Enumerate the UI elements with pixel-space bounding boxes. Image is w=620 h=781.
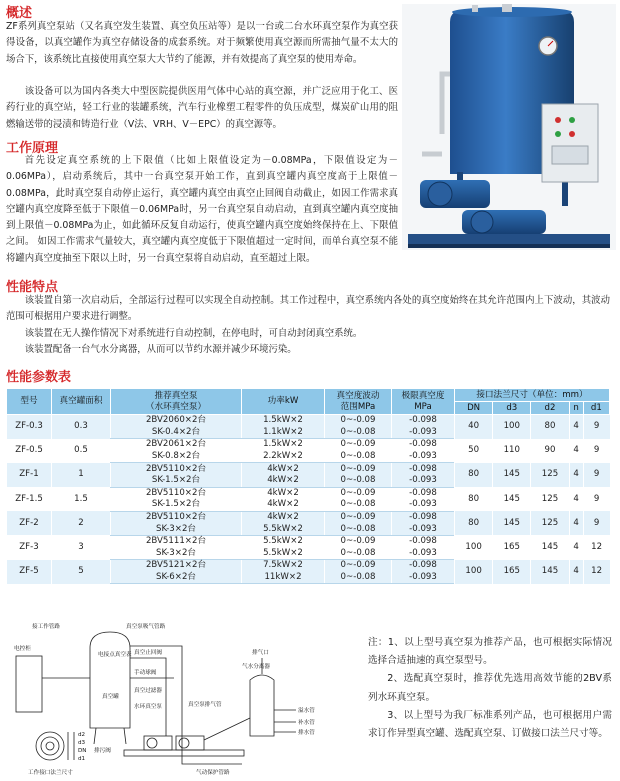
- cell-d1: 9: [583, 415, 609, 439]
- cell-limit: -0.098: [392, 439, 455, 451]
- cell-tank-area: 3: [52, 535, 111, 559]
- cell-pump: 2BV2060×2台: [111, 415, 242, 427]
- cell-pump: 2BV5110×2台: [111, 511, 242, 523]
- params-heading: 性能参数表: [6, 370, 72, 385]
- cell-model: ZF-1.5: [7, 487, 52, 511]
- cell-model: ZF-0.3: [7, 415, 52, 439]
- cell-power: 5.5kW×2: [242, 523, 325, 535]
- diagram-tank-label: 真空罐: [102, 694, 119, 700]
- notes-block: [368, 634, 612, 743]
- diagram-dim-d1: d1: [78, 756, 86, 762]
- table-row: [7, 560, 610, 572]
- cell-limit: -0.093: [392, 572, 455, 584]
- cell-d3: 100: [493, 415, 531, 439]
- cell-limit: -0.098: [392, 487, 455, 499]
- cell-model: ZF-1: [7, 463, 52, 487]
- diagram-vacuum-pump-label: 水环真空泵: [134, 704, 162, 710]
- col-fluct: 真空度波动 范围MPa: [325, 389, 392, 415]
- features-paragraph-2: 该装置在无人操作情况下对系统进行自动控制，在停电时，可自动封闭真空系统。: [24, 328, 363, 339]
- cell-power: 2.2kW×2: [242, 451, 325, 463]
- cell-power: 11kW×2: [242, 572, 325, 584]
- cell-d3: 145: [493, 511, 531, 535]
- cell-limit: -0.093: [392, 427, 455, 439]
- cell-d2: 125: [531, 463, 569, 487]
- cell-model: ZF-0.5: [7, 439, 52, 463]
- cell-model: ZF-3: [7, 535, 52, 559]
- cell-tank-area: 1: [52, 463, 111, 487]
- diagram-drain-label: 排污阀: [94, 748, 111, 754]
- table-row: [7, 439, 610, 451]
- system-schematic: [6, 618, 362, 778]
- diagram-cabinet-label: 电控柜: [14, 646, 31, 652]
- cell-d3: 145: [493, 487, 531, 511]
- cell-d2: 125: [531, 511, 569, 535]
- cell-pump: SK-3×2台: [111, 523, 242, 535]
- col-d1: d1: [583, 402, 609, 415]
- col-limit: 极限真空度 MPa: [392, 389, 455, 415]
- cell-pump: SK-1.5×2台: [111, 475, 242, 487]
- cell-fluct: 0~-0.09: [325, 415, 392, 427]
- table-row: [7, 535, 610, 547]
- diagram-separator-label: 气水分离器: [242, 664, 270, 670]
- cell-power: 1.1kW×2: [242, 427, 325, 439]
- cell-d3: 165: [493, 560, 531, 584]
- cell-pump: 2BV5110×2台: [111, 487, 242, 499]
- cell-pump: SK-1.5×2台: [111, 499, 242, 511]
- cell-limit: -0.093: [392, 451, 455, 463]
- diagram-dim-d3: d3: [78, 740, 86, 746]
- cell-limit: -0.098: [392, 560, 455, 572]
- cell-d2: 125: [531, 487, 569, 511]
- cell-n: 4: [569, 511, 583, 535]
- cell-power: 4kW×2: [242, 499, 325, 511]
- cell-power: 4kW×2: [242, 463, 325, 475]
- cell-limit: -0.098: [392, 535, 455, 547]
- diagram-vacuum-valve-label: 真空泵吸气管路: [126, 624, 166, 630]
- cell-n: 4: [569, 487, 583, 511]
- diagram-gas-water-label: 气动保护管路: [196, 770, 230, 776]
- diagram-flange-title-label: 工作接口法兰尺寸: [28, 770, 73, 776]
- cell-power: 1.5kW×2: [242, 439, 325, 451]
- cell-pump: 2BV2061×2台: [111, 439, 242, 451]
- cell-tank-area: 0.5: [52, 439, 111, 463]
- cell-d1: 9: [583, 439, 609, 463]
- overview-paragraph-2: 该设备可以为国内各类大中型医院提供医用气体中心站的真空源，并广泛应用于化工、医药行业的真空站，轻工行业的装罐系统，汽车行业橡塑工程零件的负压成型，煤炭矿山用的阻燃输送带的浸渍和铸造行业（V法、VRH、V－EPC）的真空源等。: [6, 86, 398, 130]
- note-2: 2、选配真空泵时，推荐优先选用高效节能的2BV系列水环真空泵。: [368, 673, 612, 703]
- diagram-filter-label: 真空过滤器: [134, 688, 162, 694]
- cell-limit: -0.093: [392, 475, 455, 487]
- cell-limit: -0.098: [392, 463, 455, 475]
- cell-power: 4kW×2: [242, 487, 325, 499]
- cell-model: ZF-2: [7, 511, 52, 535]
- cell-fluct: 0~-0.08: [325, 427, 392, 439]
- note-1: 注：1、以上型号真空泵为推荐产品，也可根据实际情况选择合适抽速的真空泵型号。: [368, 637, 612, 667]
- cell-d1: 9: [583, 511, 609, 535]
- cell-fluct: 0~-0.08: [325, 475, 392, 487]
- cell-n: 4: [569, 439, 583, 463]
- cell-d1: 9: [583, 487, 609, 511]
- principle-heading: 工作原理: [6, 141, 59, 156]
- cell-model: ZF-5: [7, 560, 52, 584]
- cell-power: 4kW×2: [242, 511, 325, 523]
- col-n: n: [569, 402, 583, 415]
- cell-d2: 80: [531, 415, 569, 439]
- diagram-pump-exhaust-label: 真空泵排气管: [188, 702, 222, 708]
- diagram-water-label: 排水管: [298, 730, 315, 736]
- cell-d3: 165: [493, 535, 531, 559]
- diagram-e-gauge-label: 电接点真空表: [98, 652, 132, 658]
- table-row: [7, 415, 610, 427]
- cell-fluct: 0~-0.09: [325, 511, 392, 523]
- cell-pump: SK-3×2台: [111, 548, 242, 560]
- cell-dn: 100: [455, 560, 493, 584]
- diagram-dim-dn: DN: [78, 748, 87, 754]
- cell-d2: 145: [531, 560, 569, 584]
- cell-d1: 12: [583, 560, 609, 584]
- table-row: [7, 511, 610, 523]
- cell-d3: 110: [493, 439, 531, 463]
- cell-n: 4: [569, 463, 583, 487]
- cell-dn: 40: [455, 415, 493, 439]
- col-tank-area: 真空罐面积: [52, 389, 111, 415]
- cell-tank-area: 1.5: [52, 487, 111, 511]
- cell-pump: SK-0.4×2台: [111, 427, 242, 439]
- diagram-overflow-label: 溢水管: [298, 708, 315, 714]
- cell-d2: 145: [531, 535, 569, 559]
- cell-pump: 2BV5111×2台: [111, 535, 242, 547]
- diagram-dim-d2: d2: [78, 732, 86, 738]
- principle-paragraph: 首先设定真空系统的上下限值（比如上限值设定为－0.08MPa，下限值设定为－0.06MPa），启动系统后，其中一台真空泵开始工作，直到真空罐内真空度高于上限值－0.08MPa，此时真空泵自动停止运行，真空罐内真空由真空止回阀自动截止，如因工作需求真空罐内真空度降至低于下限值－0.06MPa时，另一台真空泵自动启动，直到真空罐内真空度抽到上限值－0.08MPa为止，如此循环反复自动运行，使真空罐内真空度始终保持在上、下限值之间。 如因工作需求气量较大，真空罐内真空度低于下限值超过一定时间，而单台真空泵不能将罐内真空度抽至下限以上时，另一台真空泵将自动启动，直至超过上限。: [6, 155, 398, 264]
- cell-power: 5.5kW×2: [242, 535, 325, 547]
- features-paragraph-1: 该装置自第一次启动后，全部运行过程可以实现全自动控制。其工作过程中，真空系统内各处的真空度始终在其允许范围内上下波动，其波动范围可根据用户要求进行调整。: [6, 295, 610, 323]
- cell-d1: 9: [583, 463, 609, 487]
- parameter-table: [6, 388, 610, 584]
- cell-dn: 80: [455, 487, 493, 511]
- diagram-supply-label: 补水管: [298, 720, 315, 726]
- diagram-exhaust-label: 排气口: [252, 650, 269, 656]
- cell-power: 5.5kW×2: [242, 548, 325, 560]
- diagram-check-valve-label: 真空止回阀: [134, 650, 162, 656]
- cell-fluct: 0~-0.09: [325, 560, 392, 572]
- cell-fluct: 0~-0.08: [325, 499, 392, 511]
- cell-n: 4: [569, 535, 583, 559]
- cell-n: 4: [569, 415, 583, 439]
- cell-limit: -0.093: [392, 523, 455, 535]
- cell-tank-area: 2: [52, 511, 111, 535]
- cell-d1: 12: [583, 535, 609, 559]
- cell-tank-area: 5: [52, 560, 111, 584]
- vacuum-station-photo: [402, 4, 616, 250]
- cell-fluct: 0~-0.09: [325, 487, 392, 499]
- col-d3: d3: [493, 402, 531, 415]
- cell-limit: -0.098: [392, 415, 455, 427]
- cell-fluct: 0~-0.09: [325, 439, 392, 451]
- cell-power: 7.5kW×2: [242, 560, 325, 572]
- features-paragraph-3: 该装置配备一台气水分离器，从而可以节约水源并减少环境污染。: [24, 344, 297, 355]
- features-heading: 性能特点: [6, 280, 59, 295]
- cell-dn: 80: [455, 511, 493, 535]
- col-power: 功率kW: [242, 389, 325, 415]
- col-d2: d2: [531, 402, 569, 415]
- cell-dn: 100: [455, 535, 493, 559]
- table-row: [7, 463, 610, 475]
- cell-tank-area: 0.3: [52, 415, 111, 439]
- cell-pump: SK-6×2台: [111, 572, 242, 584]
- cell-n: 4: [569, 560, 583, 584]
- cell-power: 4kW×2: [242, 475, 325, 487]
- cell-d2: 90: [531, 439, 569, 463]
- cell-limit: -0.093: [392, 499, 455, 511]
- cell-pump: SK-0.8×2台: [111, 451, 242, 463]
- col-model: 型号: [7, 389, 52, 415]
- cell-power: 1.5kW×2: [242, 415, 325, 427]
- col-dn: DN: [455, 402, 493, 415]
- cell-fluct: 0~-0.08: [325, 572, 392, 584]
- cell-d3: 145: [493, 463, 531, 487]
- overview-heading: 概述: [6, 6, 33, 21]
- diagram-work-port-label: 接工作管路: [32, 624, 60, 630]
- cell-fluct: 0~-0.08: [325, 451, 392, 463]
- cell-pump: 2BV5110×2台: [111, 463, 242, 475]
- cell-dn: 50: [455, 439, 493, 463]
- col-pump: 推荐真空泵 （水环真空泵）: [111, 389, 242, 415]
- cell-pump: 2BV5121×2台: [111, 560, 242, 572]
- note-3: 3、以上型号为我厂标准系列产品，也可根据用户需求订作异型真空罐、选配真空泵、订做接口法兰尺寸等。: [368, 709, 612, 740]
- cell-fluct: 0~-0.08: [325, 523, 392, 535]
- cell-fluct: 0~-0.09: [325, 535, 392, 547]
- col-flange: 接口法兰尺寸（单位：mm）: [455, 389, 610, 402]
- overview-paragraph-1: ZF系列真空泵站（又名真空发生装置、真空负压站等）是以一台或二台水环真空泵作为真空获得设备，以真空罐作为真空存储设备的成套系统。对于频繁使用真空源而所需抽气量不太大的场合下，该系统比直接使用真空泵大大节约了能源，并有效提高了真空泵的使用寿命。: [6, 21, 398, 65]
- table-row: [7, 487, 610, 499]
- cell-dn: 80: [455, 463, 493, 487]
- cell-fluct: 0~-0.08: [325, 548, 392, 560]
- diagram-manual-valve-label: 手动球阀: [134, 670, 157, 676]
- cell-fluct: 0~-0.09: [325, 463, 392, 475]
- cell-limit: -0.093: [392, 548, 455, 560]
- cell-limit: -0.098: [392, 511, 455, 523]
